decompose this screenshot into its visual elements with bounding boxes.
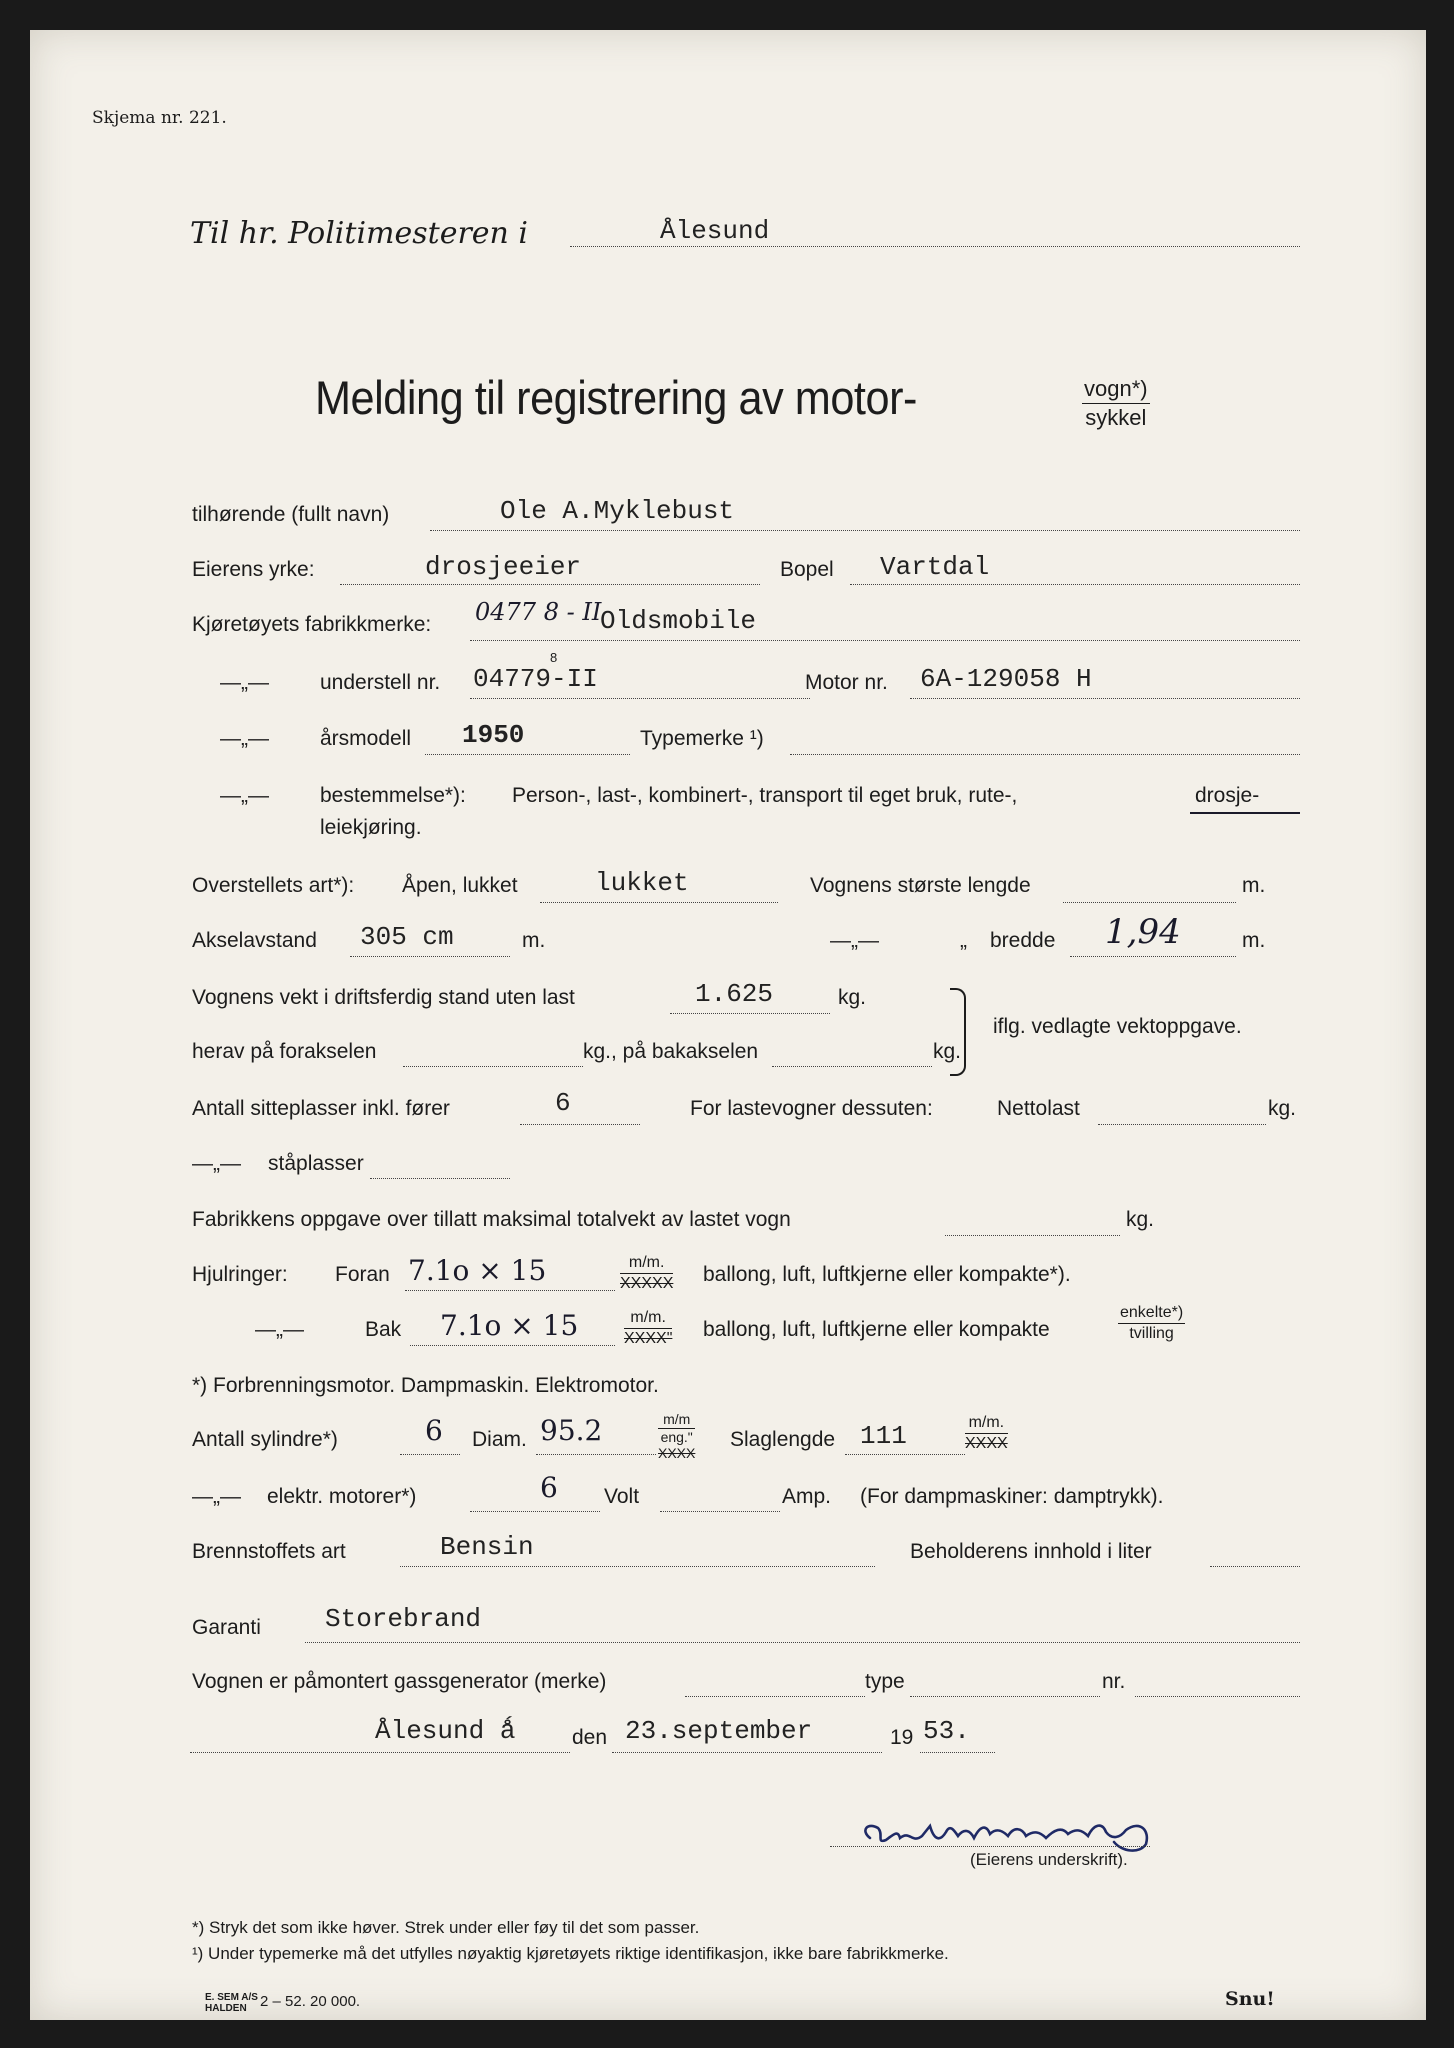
tires-front-label: Foran [335, 1263, 390, 1286]
width-unit: m. [1242, 929, 1266, 952]
width-label: bredde [990, 929, 1056, 952]
length-line [1063, 902, 1236, 903]
fuel-line [400, 1566, 875, 1567]
tires-front-line [405, 1290, 615, 1291]
purpose-underlined: drosje- [1195, 784, 1260, 807]
residence-value: Vartdal [880, 552, 990, 582]
cylinders-line [400, 1454, 460, 1455]
wheelbase-value: 305 cm [360, 922, 454, 952]
max-weight-line [945, 1235, 1120, 1236]
cylinders-label: Antall sylindre*) [192, 1428, 338, 1451]
occupation-line [340, 584, 760, 585]
tires-mount [1118, 1304, 1185, 1343]
rear-axle-line [772, 1066, 932, 1067]
occupation-value: drosjeeier [425, 552, 582, 582]
motor-label: Motor nr. [805, 671, 888, 694]
net-load-label: Nettolast [997, 1097, 1080, 1120]
wheelbase-line [350, 956, 510, 957]
tires-label: Hjulringer: [192, 1263, 288, 1286]
max-weight-unit: kg. [1126, 1208, 1155, 1231]
electric-ditto: —„— [192, 1485, 241, 1508]
tires-twin: tvilling [1129, 1325, 1174, 1342]
gasgen-line [685, 1696, 865, 1697]
weight-bracket [950, 988, 966, 1076]
chassis-value [473, 664, 598, 694]
printer-name-2: HALDEN [205, 2003, 247, 2014]
rear-axle-label: kg., på bakakselen [583, 1040, 759, 1063]
engine-types: *) Forbrenningsmotor. Dampmaskin. Elektromotor. [192, 1374, 659, 1397]
diam-unit-bottom: XXXX [658, 1445, 696, 1461]
body-label: Overstellets art*): [192, 874, 355, 897]
tires-rear-unit [624, 1309, 672, 1348]
diam-unit-top: m/m [658, 1412, 695, 1429]
addressee-city: Ålesund [660, 216, 770, 246]
weight-label: Vognens vekt i driftsferdig stand uten last [192, 986, 575, 1009]
cylinders-value: 6 [425, 1414, 443, 1447]
tires-front-value: 7.1o × 15 [408, 1254, 547, 1287]
front-axle-label: herav på forakselen [192, 1040, 377, 1063]
tires-front-unit-top: m/m. [620, 1254, 673, 1274]
turn-over-label: Snu! [1225, 1988, 1275, 2010]
gasgen-nr-line [1135, 1696, 1300, 1697]
signature-line [830, 1846, 1150, 1847]
width-ditto: —„— [830, 929, 879, 952]
insurance-label: Garanti [192, 1616, 261, 1639]
chassis-value-base: 0477 [473, 664, 536, 694]
footnote-2: ¹) Under typemerke må det utfylles nøyaktig kjøretøyets riktige identifikasjon, ikke bare fabrikkmerke. [192, 1944, 949, 1963]
year-suffix: 53. [923, 1716, 970, 1746]
stroke-line [845, 1454, 965, 1455]
standing-line [370, 1178, 510, 1179]
purpose-label: bestemmelse*): [320, 784, 466, 807]
den-label: den [572, 1726, 608, 1749]
stroke-value: 111 [860, 1421, 907, 1451]
diam-line [536, 1454, 656, 1455]
electric-label: elektr. motorer*) [267, 1485, 417, 1508]
addressee-line [570, 246, 1300, 247]
amp-label: Amp. [782, 1485, 832, 1508]
stroke-unit-bottom: XXXX [965, 1435, 1008, 1452]
title-vogn: vogn*) [1082, 376, 1150, 404]
standing-ditto: —„— [192, 1152, 241, 1175]
chassis-label: understell nr. [320, 671, 441, 694]
year-line [920, 1752, 995, 1753]
gasgen-label: Vognen er påmontert gassgenerator (merke) [192, 1670, 607, 1693]
purpose-text: Person-, last-, kombinert-, transport til eget bruk, rute-, [512, 784, 1018, 807]
place-name: Ålesund [375, 1716, 485, 1746]
date-line [612, 1752, 882, 1753]
date-value: 23.september [625, 1716, 813, 1746]
gasgen-type-line [910, 1696, 1100, 1697]
width-line [1070, 956, 1236, 957]
gasgen-nr-label: nr. [1102, 1670, 1126, 1693]
tires-types-rear: ballong, luft, luftkjerne eller kompakte [703, 1318, 1050, 1341]
max-weight-label: Fabrikkens oppgave over tillatt maksimal totalvekt av lastet vogn [192, 1208, 791, 1231]
footnote-1: *) Stryk det som ikke høver. Strek under eller føy til det som passer. [192, 1918, 700, 1937]
body-value: lukket [595, 868, 689, 898]
year-prefix: 19 [890, 1726, 914, 1749]
seats-value: 6 [555, 1088, 571, 1118]
tires-rear-label: Bak [365, 1318, 402, 1341]
rear-axle-unit: kg. [933, 1040, 962, 1063]
title-fraction [1082, 376, 1150, 431]
tires-rear-unit-top: m/m. [624, 1309, 672, 1329]
weight-unit: kg. [838, 986, 867, 1009]
tires-rear-ditto: —„— [255, 1318, 304, 1341]
type-label: Typemerke ¹) [640, 727, 764, 750]
occupation-label: Eierens yrke: [192, 558, 315, 581]
place-value [375, 1716, 515, 1746]
tires-rear-unit-bottom: XXXX" [624, 1330, 673, 1347]
form-page [30, 30, 1426, 2020]
length-unit: m. [1242, 874, 1266, 897]
purpose-line2: leiekjøring. [320, 816, 422, 839]
tires-rear-line [410, 1345, 615, 1346]
stroke-unit [965, 1414, 1008, 1453]
tires-rear-value: 7.1o × 15 [440, 1309, 579, 1342]
tires-front-unit-bottom: XXXXX [620, 1275, 674, 1292]
seats-line [520, 1124, 640, 1125]
owner-name-label: tilhørende (fullt navn) [192, 503, 390, 526]
tires-single: enkelte*) [1118, 1304, 1185, 1324]
tires-types: ballong, luft, luftkjerne eller kompakte*). [703, 1263, 1071, 1286]
weight-value: 1.625 [695, 979, 774, 1009]
insurance-value: Storebrand [325, 1604, 482, 1634]
residence-line [850, 584, 1300, 585]
fuel-label: Brennstoffets art [192, 1540, 346, 1563]
make-value: Oldsmobile [600, 606, 757, 636]
volt-value: 6 [540, 1471, 558, 1504]
make-label: Kjøretøyets fabrikkmerke: [192, 613, 432, 636]
owner-name-value: Ole A.Myklebust [500, 496, 735, 526]
diam-unit [658, 1412, 695, 1461]
motor-value: 6A-129058 H [920, 664, 1092, 694]
diam-value: 95.2 [540, 1414, 603, 1447]
residence-label: Bopel [780, 558, 834, 581]
length-label: Vognens største lengde [810, 874, 1031, 897]
tank-line [1210, 1566, 1300, 1567]
front-axle-line [403, 1066, 583, 1067]
printer-name [205, 1992, 258, 2014]
insurance-line [305, 1642, 1300, 1643]
chassis-overwrite: 8 [550, 650, 558, 665]
body-line [540, 902, 778, 903]
cargo-label: For lastevogner dessuten: [690, 1097, 933, 1120]
weight-line [670, 1013, 830, 1014]
year-label: årsmodell [320, 727, 412, 750]
volt-label: Volt [604, 1485, 640, 1508]
standing-label: ståplasser [268, 1152, 364, 1175]
wheelbase-unit: m. [522, 929, 546, 952]
place-mark: ǻ [499, 1716, 516, 1746]
stroke-unit-top: m/m. [965, 1414, 1008, 1434]
diam-unit-mid: eng." [660, 1429, 693, 1445]
page-title: Melding til registrering av motor- [315, 371, 917, 424]
print-info: 2 – 52. 20 000. [260, 1993, 361, 2010]
steam-label: (For dampmaskiner: damptrykk). [860, 1485, 1164, 1508]
stroke-label: Slaglengde [730, 1428, 836, 1451]
printer-name-1: E. SEM A/S [205, 1992, 258, 2003]
year-ditto: —„— [220, 727, 269, 750]
weight-note: iflg. vedlagte vektoppgave. [993, 1015, 1242, 1038]
chassis-ditto: —„— [220, 671, 269, 694]
make-line [470, 640, 1300, 641]
owner-name-line [430, 530, 1300, 531]
wheelbase-label: Akselavstand [192, 929, 317, 952]
place-line [190, 1752, 570, 1753]
title-sykkel: sykkel [1085, 405, 1147, 430]
width-quote: „ [960, 929, 967, 952]
tank-label: Beholderens innhold i liter [910, 1540, 1152, 1563]
seats-label: Antall sitteplasser inkl. fører [192, 1097, 450, 1120]
diam-label: Diam. [472, 1428, 527, 1451]
signature-label: (Eierens underskrift). [970, 1850, 1128, 1869]
chassis-line [470, 698, 810, 699]
purpose-ditto: —„— [220, 784, 269, 807]
motor-line [910, 698, 1300, 699]
chassis-handwritten: 0477 8 - II [475, 598, 602, 626]
chassis-value-rest: 9-II [535, 664, 598, 694]
fuel-value: Bensin [440, 1532, 534, 1562]
net-load-line [1098, 1124, 1266, 1125]
tires-front-unit [620, 1254, 673, 1293]
net-load-unit: kg. [1268, 1097, 1297, 1120]
addressee-label: Til hr. Politimesteren i [190, 216, 528, 251]
body-options: Åpen, lukket [402, 874, 518, 897]
purpose-underline-mark [1190, 812, 1300, 814]
form-number: Skjema nr. 221. [92, 108, 227, 128]
gasgen-type-label: type [865, 1670, 905, 1693]
type-line [790, 754, 1300, 755]
year-line [425, 754, 630, 755]
volt-line [470, 1511, 600, 1512]
amp-line [660, 1511, 780, 1512]
width-value: 1,94 [1105, 912, 1181, 952]
year-value: 1950 [462, 720, 525, 750]
